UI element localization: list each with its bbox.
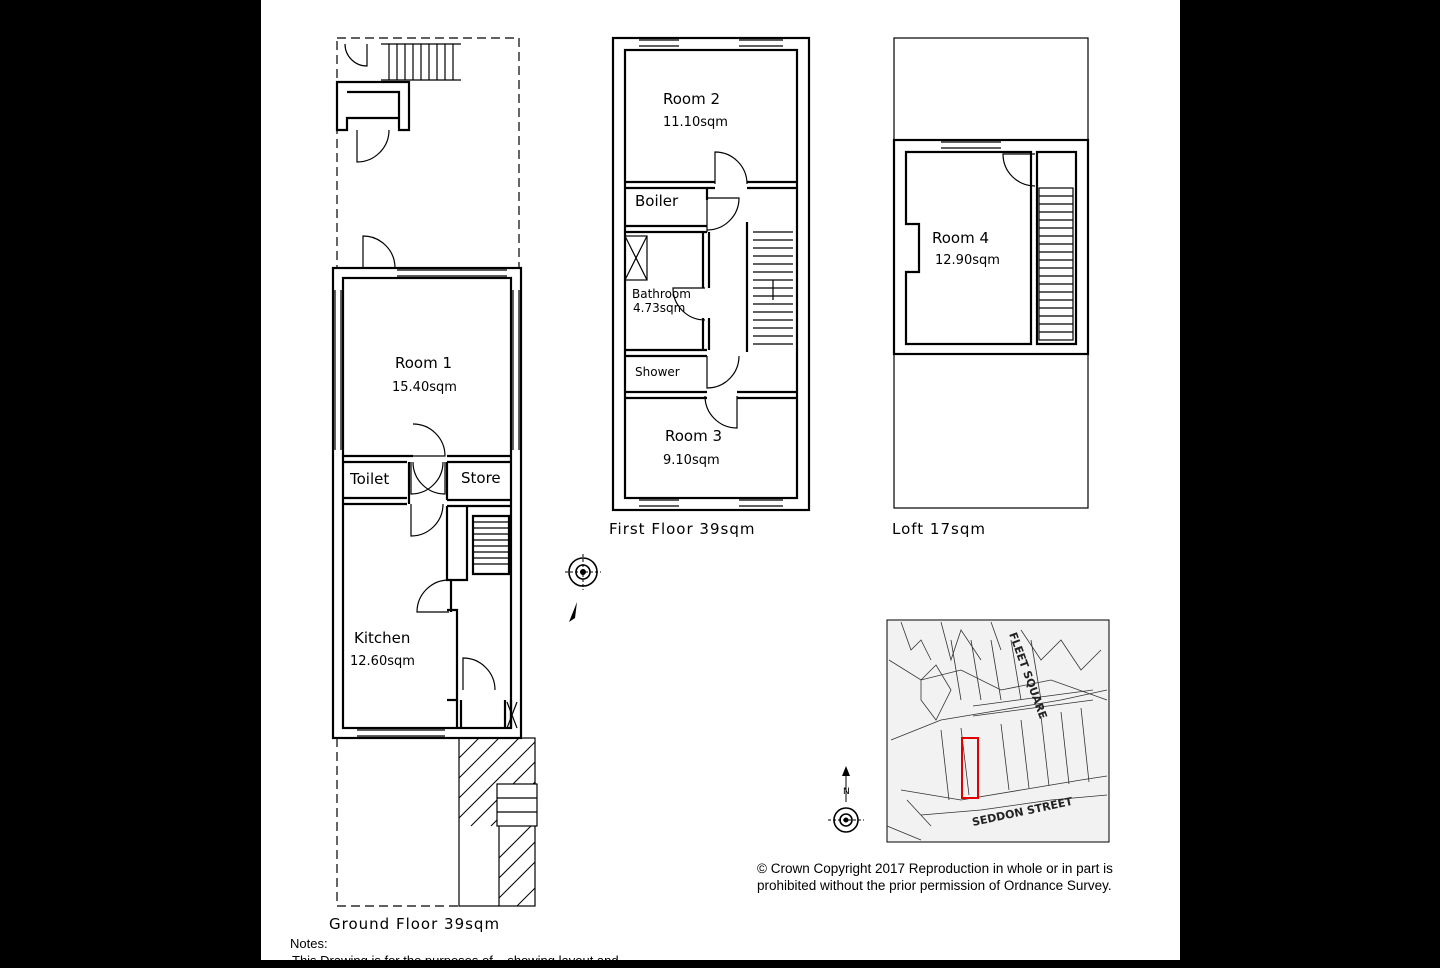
- boiler-door: [707, 198, 739, 230]
- loft-plan: [892, 38, 1088, 538]
- drawing-sheet: [261, 0, 1180, 968]
- first-floor-plan: [609, 38, 809, 538]
- bathroom-label: Bathroom: [632, 287, 691, 301]
- map-street-label: SEDDON STREET: [970, 794, 1074, 829]
- loft-roof-outline: [894, 38, 1088, 508]
- kitchen-label: Kitchen: [354, 629, 411, 647]
- room3-area: 9.10sqm: [663, 453, 720, 468]
- first-floor-stairs: [747, 222, 793, 352]
- north-arrow-icon: [828, 766, 864, 832]
- loft-shell: [894, 140, 1088, 354]
- room2-area: 11.10sqm: [663, 115, 728, 130]
- store-door: [413, 462, 445, 494]
- ground-floor-stairs: [447, 506, 509, 580]
- room2-door: [715, 152, 747, 184]
- first-floor-caption: First Floor 39sqm: [609, 520, 756, 538]
- room4-area: 12.90sqm: [935, 253, 1000, 268]
- rear-door: [363, 236, 395, 268]
- boiler-label: Boiler: [635, 192, 679, 210]
- floor-plan-drawing: [261, 0, 1180, 960]
- room3-label: Room 3: [665, 427, 723, 445]
- outhouse-door: [357, 130, 389, 162]
- kitchen-area: 12.60sqm: [350, 654, 415, 669]
- loft-caption: Loft 17sqm: [892, 520, 986, 538]
- room1-door: [413, 424, 445, 456]
- map-square-label: FLEET SQUARE: [1006, 630, 1050, 721]
- notes-text: This Drawing is for the purposes of... showing layout and: [292, 953, 619, 968]
- north-label: N: [843, 787, 850, 797]
- room1-label: Room 1: [395, 354, 453, 372]
- shower-label: Shower: [635, 365, 680, 379]
- store-label: Store: [461, 469, 501, 487]
- shower-door: [707, 356, 739, 388]
- rear-yard-boundary: [337, 38, 519, 268]
- notes-heading: Notes:: [290, 936, 328, 951]
- toilet-label: Toilet: [350, 470, 390, 488]
- copyright-notice: © Crown Copyright 2017 Reproduction in whole or in part is prohibited without the prior permission of Ordnance Survey.: [757, 861, 1113, 893]
- lobby-door: [417, 580, 449, 612]
- front-door: [463, 658, 495, 690]
- outhouse-walls: [337, 82, 409, 130]
- room2-label: Room 2: [663, 90, 721, 108]
- room1-area: 15.40sqm: [392, 380, 457, 395]
- room3-door: [705, 396, 737, 428]
- location-map: [887, 620, 1109, 842]
- compass-rose-icon: [565, 554, 601, 622]
- bathroom-area: 4.73sqm: [633, 301, 686, 315]
- ground-floor-caption: Ground Floor 39sqm: [329, 915, 501, 933]
- ground-floor-plan: [329, 38, 537, 933]
- garden-steps: [345, 44, 461, 80]
- kitchen-door: [411, 504, 443, 536]
- room4-label: Room 4: [932, 229, 990, 247]
- loft-stairs: [1039, 188, 1073, 340]
